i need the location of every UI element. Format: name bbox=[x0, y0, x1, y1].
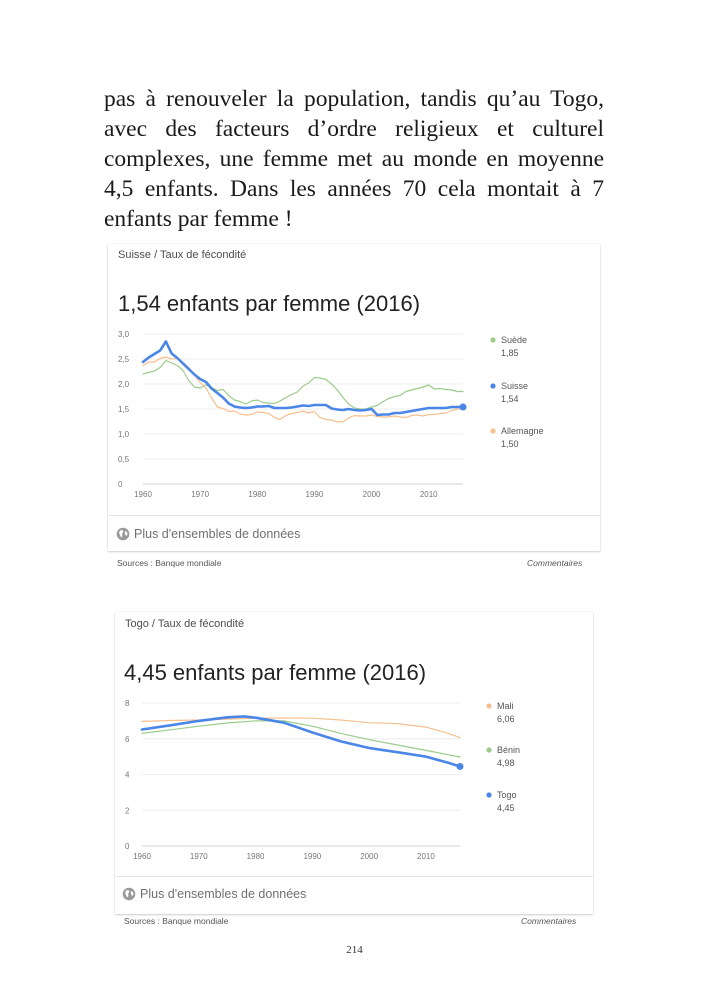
legend-value: 4,45 bbox=[497, 803, 515, 813]
x-tick-label: 2010 bbox=[417, 852, 435, 861]
breadcrumb bbox=[118, 249, 246, 261]
legend-label[interactable]: Bénin bbox=[497, 745, 521, 755]
legend-dot bbox=[486, 747, 491, 752]
globe-icon bbox=[116, 527, 130, 541]
fertility-card-togo bbox=[115, 612, 593, 914]
legend-dot bbox=[490, 383, 495, 388]
y-tick-label: 8 bbox=[125, 699, 130, 708]
x-tick-label: 1970 bbox=[191, 490, 210, 499]
y-tick-label: 4 bbox=[125, 770, 130, 780]
y-tick-label: 2,5 bbox=[118, 355, 130, 364]
legend-label[interactable]: Suisse bbox=[501, 381, 529, 391]
y-tick-label: 0 bbox=[125, 842, 130, 851]
y-tick-label: 0,5 bbox=[118, 455, 130, 464]
x-tick-label: 1980 bbox=[246, 852, 265, 861]
y-tick-label: 6 bbox=[125, 734, 130, 744]
chart-headline: 4,45 enfants par femme (2016) bbox=[124, 660, 427, 685]
x-tick-label: 2000 bbox=[360, 852, 379, 861]
sources-label: Sources : Banque mondiale bbox=[117, 558, 222, 568]
series-line-suisse[interactable] bbox=[143, 342, 463, 416]
sources-label: Sources : Banque mondiale bbox=[124, 916, 229, 926]
legend-dot bbox=[486, 703, 491, 708]
breadcrumb-country[interactable]: Togo bbox=[125, 618, 149, 630]
y-tick-label: 0 bbox=[118, 480, 123, 489]
series-endpoint-marker[interactable] bbox=[460, 404, 467, 411]
legend-value: 1,85 bbox=[501, 348, 519, 358]
x-tick-label: 1990 bbox=[305, 490, 324, 499]
comments-link[interactable]: Commentaires bbox=[527, 558, 583, 568]
series-line-suede[interactable] bbox=[143, 361, 463, 410]
x-tick-label: 1960 bbox=[134, 490, 152, 499]
more-datasets-link[interactable] bbox=[122, 887, 306, 901]
x-tick-label: 1960 bbox=[133, 852, 151, 861]
legend-label[interactable]: Togo bbox=[497, 790, 517, 800]
chart-headline: 1,54 enfants par femme (2016) bbox=[118, 291, 421, 316]
legend-dot bbox=[490, 428, 495, 433]
more-datasets-label: Plus d'ensembles de données bbox=[134, 527, 301, 541]
paragraph-line: complexes, une femme met au monde en moyenne bbox=[104, 146, 604, 172]
page-number: 214 bbox=[346, 944, 363, 956]
comments-link[interactable]: Commentaires bbox=[521, 916, 577, 926]
globe-icon bbox=[122, 887, 136, 901]
fertility-line-chart bbox=[108, 324, 600, 524]
y-tick-label: 1,0 bbox=[118, 430, 130, 439]
paragraph-line: enfants par femme ! bbox=[104, 206, 293, 232]
y-tick-label: 3,0 bbox=[118, 330, 130, 339]
y-tick-label: 2,0 bbox=[118, 380, 130, 389]
legend-value: 6,06 bbox=[497, 714, 515, 724]
x-tick-label: 1980 bbox=[248, 490, 267, 499]
paragraph-line: 4,5 enfants. Dans les années 70 cela montait à 7 bbox=[104, 176, 604, 202]
legend-value: 1,54 bbox=[501, 394, 519, 404]
series-endpoint-marker[interactable] bbox=[457, 763, 464, 770]
breadcrumb-separator: / bbox=[151, 618, 155, 630]
divider bbox=[115, 876, 593, 877]
y-tick-label: 2 bbox=[125, 806, 130, 816]
y-tick-label: 1,5 bbox=[118, 405, 130, 414]
body-paragraph bbox=[104, 84, 604, 234]
legend-value: 4,98 bbox=[497, 758, 515, 768]
fertility-card-suisse bbox=[108, 244, 600, 551]
legend-label[interactable]: Allemagne bbox=[501, 426, 544, 436]
breadcrumb-country[interactable]: Suisse bbox=[118, 249, 152, 261]
paragraph-line: avec des facteurs d’ordre religieux et culturel bbox=[104, 116, 604, 142]
x-tick-label: 2010 bbox=[419, 490, 438, 499]
breadcrumb-separator: / bbox=[154, 249, 158, 261]
fertility-line-chart bbox=[115, 692, 593, 892]
more-datasets-link[interactable] bbox=[116, 527, 300, 541]
legend-dot bbox=[486, 792, 491, 797]
divider bbox=[108, 515, 600, 516]
legend-label[interactable]: Mali bbox=[497, 701, 514, 711]
legend-dot bbox=[490, 337, 495, 342]
legend-label[interactable]: Suède bbox=[501, 335, 528, 345]
x-tick-label: 1990 bbox=[303, 852, 322, 861]
paragraph-line: pas à renouveler la population, tandis qu’au Togo, bbox=[104, 86, 604, 112]
more-datasets-label: Plus d'ensembles de données bbox=[140, 887, 307, 901]
breadcrumb-topic[interactable]: Taux de fécondité bbox=[157, 618, 245, 630]
x-tick-label: 1970 bbox=[189, 852, 208, 861]
breadcrumb bbox=[125, 618, 244, 630]
x-tick-label: 2000 bbox=[362, 490, 381, 499]
legend-value: 1,50 bbox=[501, 439, 519, 449]
breadcrumb-topic[interactable]: Taux de fécondité bbox=[160, 249, 247, 261]
